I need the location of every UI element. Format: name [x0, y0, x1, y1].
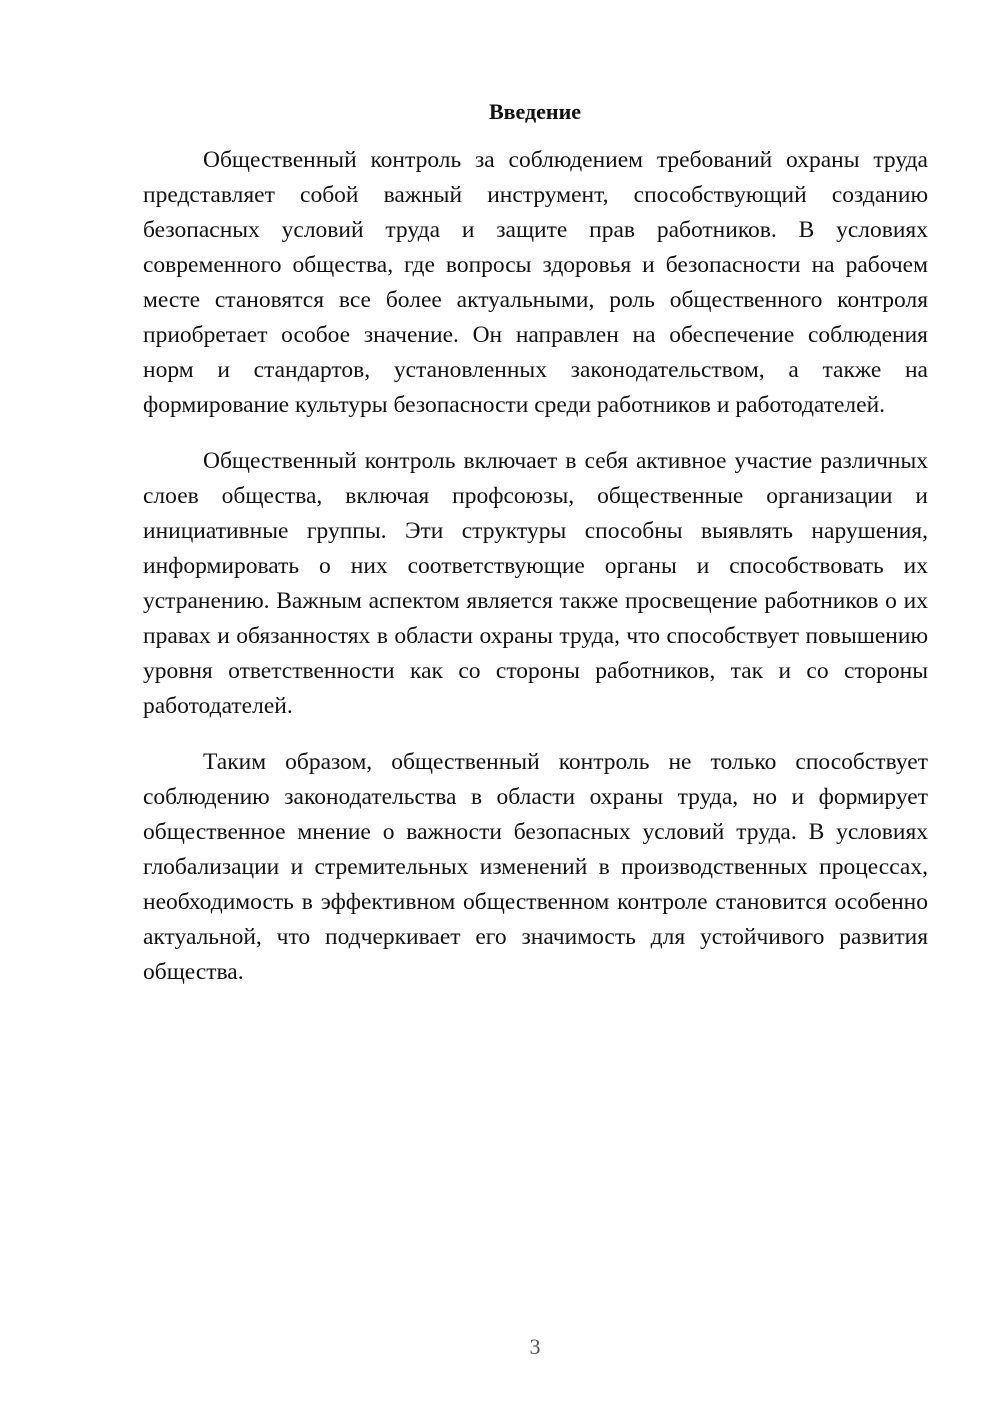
paragraph-2: Общественный контроль включает в себя активное участие различных слоев общества, включая профсоюзы, общественные организации и инициативные группы. Эти структуры способны выявлять нарушения, информировать о них соответствующие органы и способствовать их устранению. Важным аспектом является также просвещение работников о их правах и обязанностях в области охраны труда, что способствует повышению уровня ответственности как со стороны работников, так и со стороны работодателей. — [143, 448, 928, 719]
paragraph-3: Таким образом, общественный контроль не только способствует соблюдению законодательства в области охраны труда, но и формирует общественное мнение о важности безопасных условий труда. В условиях глобализации и стремительных изменений в производственных процессах, необходимость в эффективном общественном контроле становится особенно актуальной, что подчеркивает его значимость для устойчивого развития общества. — [143, 749, 928, 985]
body-text — [143, 143, 928, 1011]
section-heading: Введение — [488, 99, 582, 124]
page-number: 3 — [529, 1334, 541, 1359]
paragraph-1: Общественный контроль за соблюдением требований охраны труда представляет собой важный инструмент, способствующий созданию безопасных условий труда и защите прав работников. В условиях современного общества, где вопросы здоровья и безопасности на рабочем месте становятся все более актуальными, роль общественного контроля приобретает особое значение. Он направлен на обеспечение соблюдения норм и стандартов, установленных законодательством, а также на формирование культуры безопасности среди работников и работодателей. — [143, 147, 928, 418]
